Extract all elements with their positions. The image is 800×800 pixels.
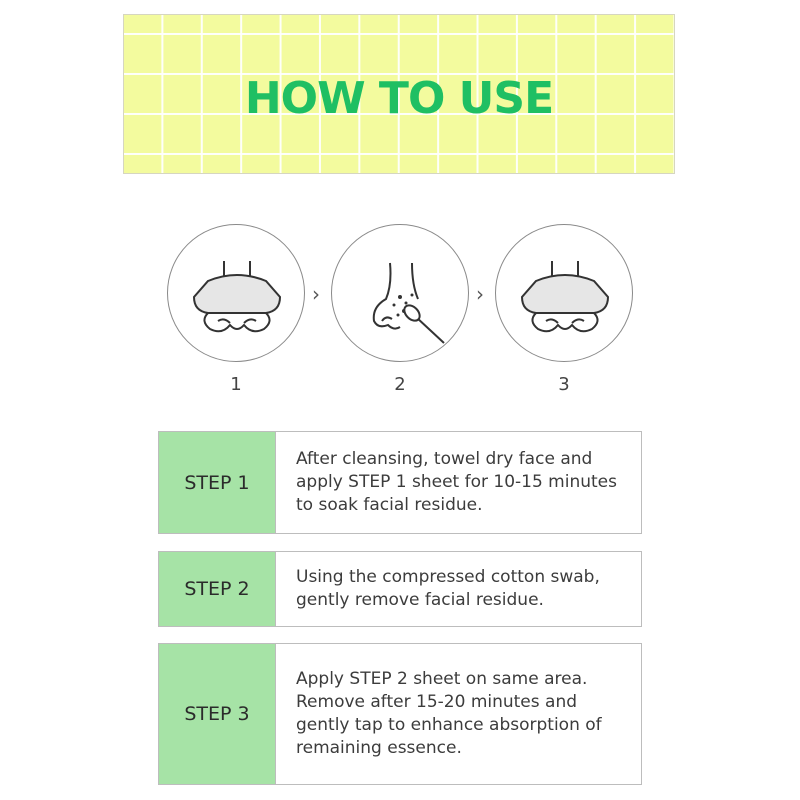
step-2-description: Using the compressed cotton swab, gently remove facial residue. — [296, 567, 600, 610]
nose-strip-step-3-illustration — [495, 224, 633, 362]
banner-title: HOW TO USE — [244, 73, 554, 124]
step-number-3: 3 — [558, 374, 570, 395]
step-1-label: STEP 1 — [159, 432, 276, 533]
step-3-label: STEP 3 — [159, 644, 276, 784]
step-1-row — [158, 431, 642, 534]
nose-strip-step-1-illustration — [167, 224, 305, 362]
step-3-row — [158, 643, 642, 785]
nose-with-strip-icon — [168, 225, 306, 363]
arrow-2-icon: › — [476, 282, 484, 306]
how-to-use-banner — [123, 14, 675, 174]
nose-with-strip-icon — [496, 225, 634, 363]
step-2-row — [158, 551, 642, 627]
step-3-description: Apply STEP 2 sheet on same area. Remove after 15-20 minutes and gently tap to enhance absorption of remaining essence. — [296, 669, 602, 758]
cotton-swab-step-2-illustration — [331, 224, 469, 362]
step-2-label: STEP 2 — [159, 552, 276, 626]
arrow-1-icon: › — [312, 282, 320, 306]
step-number-2: 2 — [394, 374, 406, 395]
step-number-1: 1 — [230, 374, 242, 395]
nose-and-swab-icon — [332, 225, 470, 363]
step-1-description: After cleansing, towel dry face and apply STEP 1 sheet for 10-15 minutes to soak facial residue. — [296, 449, 617, 515]
